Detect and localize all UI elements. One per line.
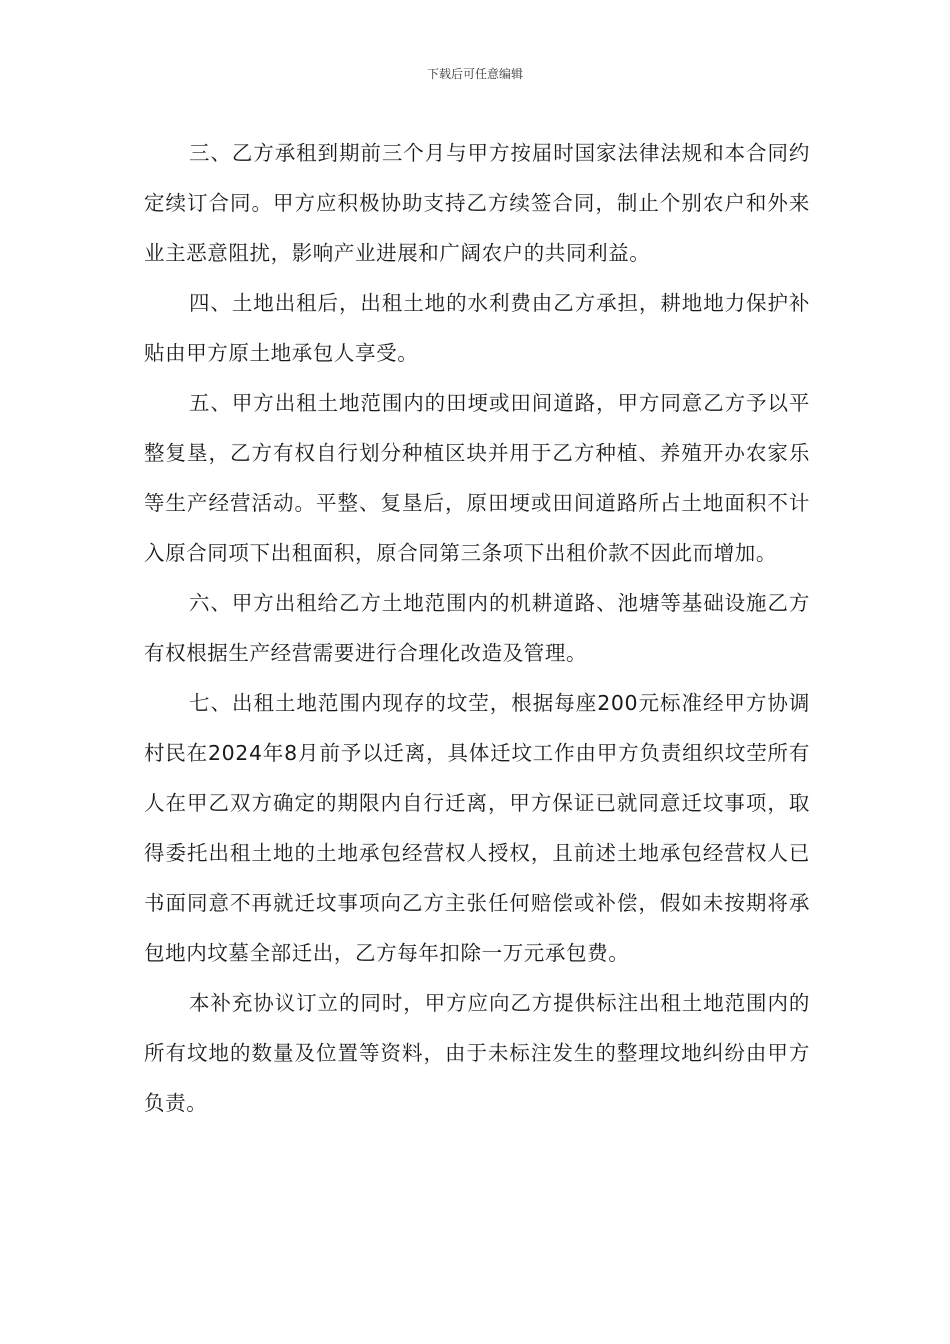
paragraph-supplement: 本补充协议订立的同时，甲方应向乙方提供标注出租土地范围内的所有坟地的数量及位置等资料，由于未标注发生的整理坟地纠纷由甲方负责。 — [144, 991, 810, 1115]
document-body — [144, 128, 810, 1128]
paragraph-clause-3: 三、乙方承租到期前三个月与甲方按届时国家法律法规和本合同约定续订合同。甲方应积极协助支持乙方续签合同，制止个别农户和外来业主恶意阻扰，影响产业进展和广阔农户的共同利益。 — [144, 141, 810, 265]
paragraph-clause-6: 六、甲方出租给乙方土地范围内的机耕道路、池塘等基础设施乙方有权根据生产经营需要进行合理化改造及管理。 — [144, 591, 810, 665]
paragraph-clause-7: 七、出租土地范围内现存的坟茔，根据每座200元标准经甲方协调村民在2024年8月前予以迁离，具体迁坟工作由甲方负责组织坟茔所有人在甲乙双方确定的期限内自行迁离，甲方保证已就同意迁坟事项，取得委托出租土地的土地承包经营权人授权，且前述土地承包经营权人已书面同意不再就迁坟事项向乙方主张任何赔偿或补偿，假如未按期将承包地内坟墓全部迁出，乙方每年扣除一万元承包费。 — [144, 691, 810, 965]
header-note: 下载后可任意编辑 — [426, 67, 523, 81]
paragraph-clause-5: 五、甲方出租土地范围内的田埂或田间道路，甲方同意乙方予以平整复垦，乙方有权自行划分种植区块并用于乙方种植、养殖开办农家乐等生产经营活动。平整、复垦后，原田埂或田间道路所占土地面积不计入原合同项下出租面积，原合同第三条项下出租价款不因此而增加。 — [144, 391, 810, 565]
paragraph-clause-4: 四、土地出租后，出租土地的水利费由乙方承担，耕地地力保护补贴由甲方原土地承包人享受。 — [144, 291, 810, 365]
